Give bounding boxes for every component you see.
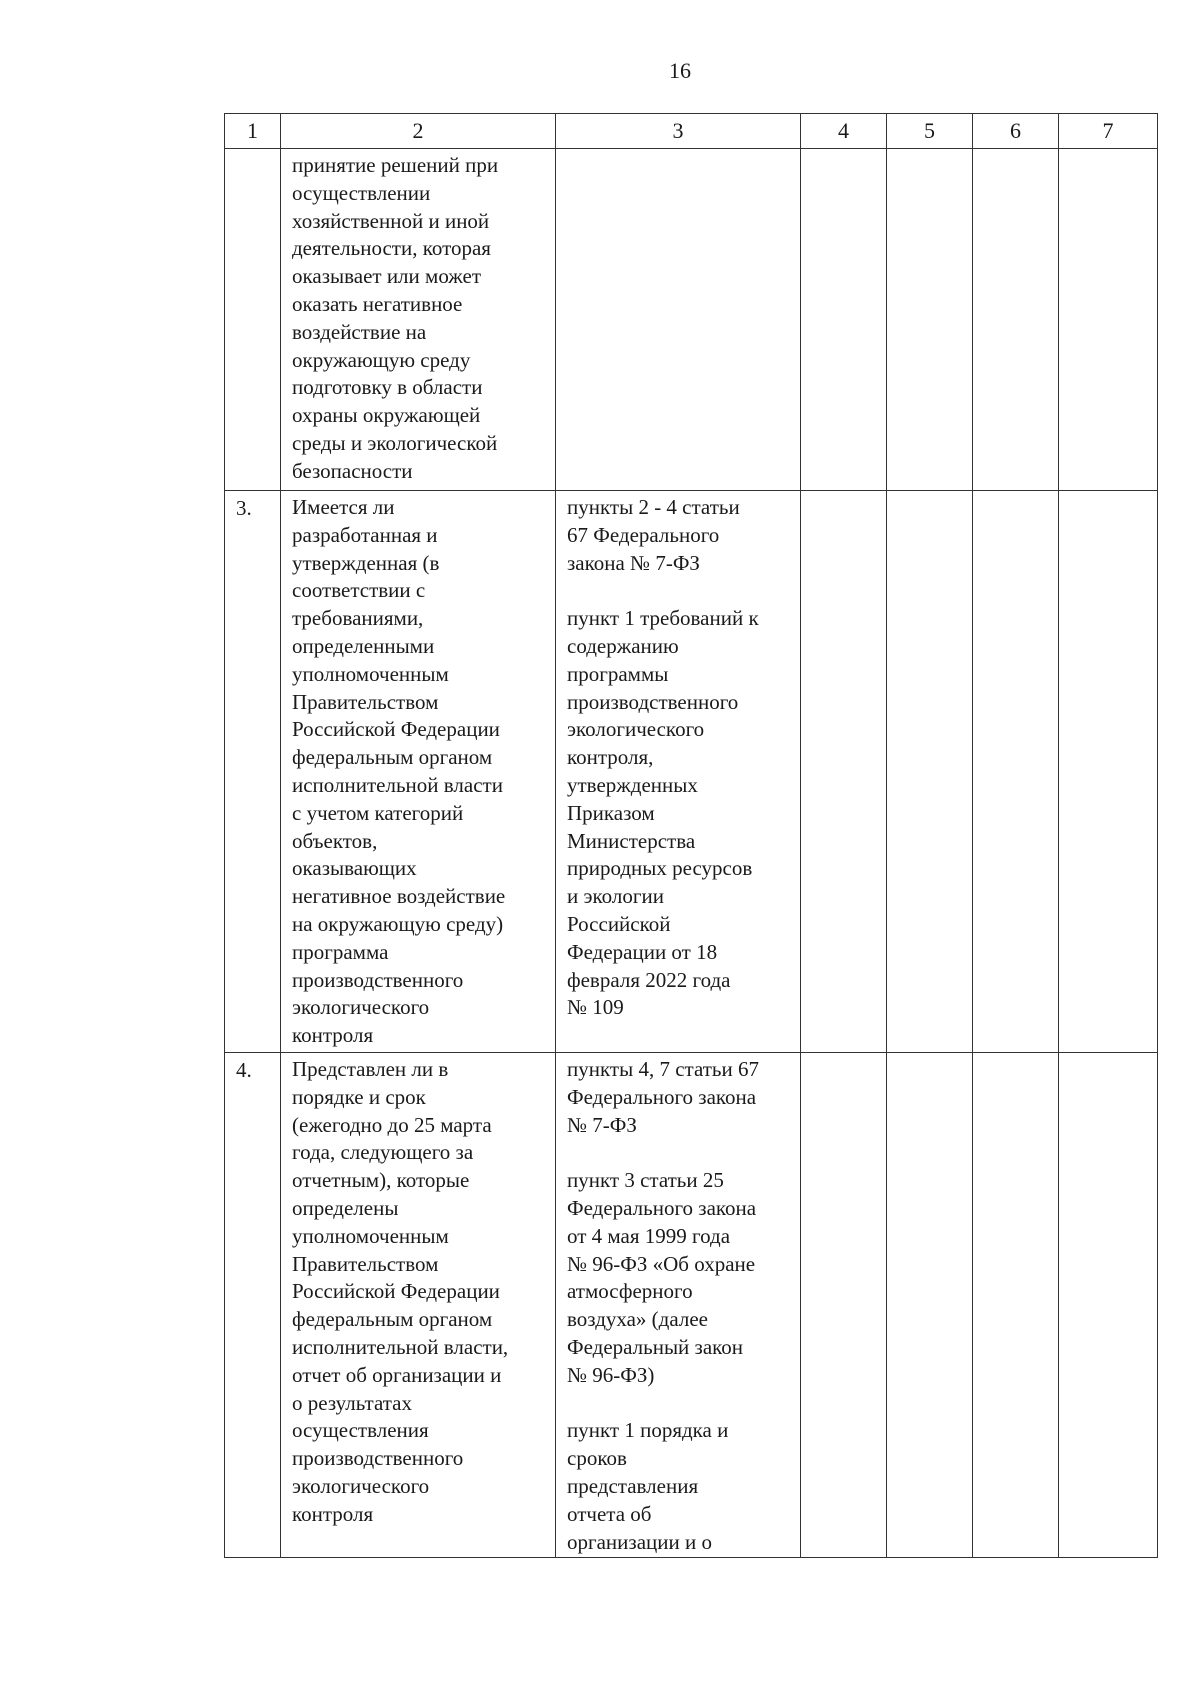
row-number: 4. [225, 1053, 281, 1558]
empty-cell [801, 491, 887, 1053]
empty-cell [973, 1053, 1059, 1558]
column-header: 3 [556, 114, 801, 149]
references-cell [556, 149, 801, 491]
row-number: 3. [225, 491, 281, 1053]
empty-cell [1059, 149, 1158, 491]
empty-cell [1059, 1053, 1158, 1558]
table-header-row [225, 114, 1158, 149]
row-number [225, 149, 281, 491]
table-row [225, 491, 1158, 1053]
table-row [225, 149, 1158, 491]
empty-cell [973, 491, 1059, 1053]
reference-text: пункт 1 требований к содержанию программы производственного экологического контроля, утвержденных Приказом Министерства природных ресурсов и экологии Российской Федерации от 18 февраля 2022 года № 109 [567, 606, 759, 1020]
question-cell [281, 1053, 556, 1558]
column-header: 1 [225, 114, 281, 149]
column-header: 2 [281, 114, 556, 149]
question-cell [281, 149, 556, 491]
references-cell [556, 1053, 801, 1558]
empty-cell [887, 491, 973, 1053]
column-header: 5 [887, 114, 973, 149]
column-header: 4 [801, 114, 887, 149]
references-cell [556, 491, 801, 1053]
empty-cell [801, 1053, 887, 1558]
empty-cell [801, 149, 887, 491]
empty-cell [887, 149, 973, 491]
empty-cell [1059, 491, 1158, 1053]
page-number: 16 [669, 58, 691, 83]
question-cell [281, 491, 556, 1053]
table-row [225, 1053, 1158, 1558]
empty-cell [887, 1053, 973, 1558]
question-text: Представлен ли в порядке и срок (ежегодно до 25 марта года, следующего за отчетным), которые определены уполномоченным Правительством Российской Федерации федеральным органом исполнительной власти, отчет об организации и о результатах осуществления производственного экологического контроля [292, 1057, 509, 1526]
column-header: 7 [1059, 114, 1158, 149]
column-header: 6 [973, 114, 1059, 149]
reference-text: пункт 1 порядка и сроков представления отчета об организации и о [567, 1418, 729, 1554]
question-text: Имеется ли разработанная и утвержденная (в соответствии с требованиями, определенными уполномоченным Правительством Российской Федерации федеральным органом исполнительной власти с учетом категорий объектов, оказывающих негативное воздействие на окружающую среду) программа производственного экологического контроля [292, 495, 506, 1048]
reference-text: пункты 2 - 4 статьи 67 Федерального закона № 7-ФЗ [567, 495, 740, 575]
reference-text: пункты 4, 7 статьи 67 Федерального закона № 7-ФЗ [567, 1057, 759, 1137]
empty-cell [973, 149, 1059, 491]
checklist-table [224, 113, 1158, 1558]
reference-text: пункт 3 статьи 25 Федерального закона от 4 мая 1999 года № 96-ФЗ «Об охране атмосферного воздуха» (далее Федеральный закон № 96-ФЗ) [567, 1168, 757, 1387]
question-text: принятие решений при осуществлении хозяйственной и иной деятельности, которая оказывает или может оказать негативное воздействие на окружающую среду подготовку в области охраны окружающей среды и экологической безопасности [292, 153, 499, 483]
